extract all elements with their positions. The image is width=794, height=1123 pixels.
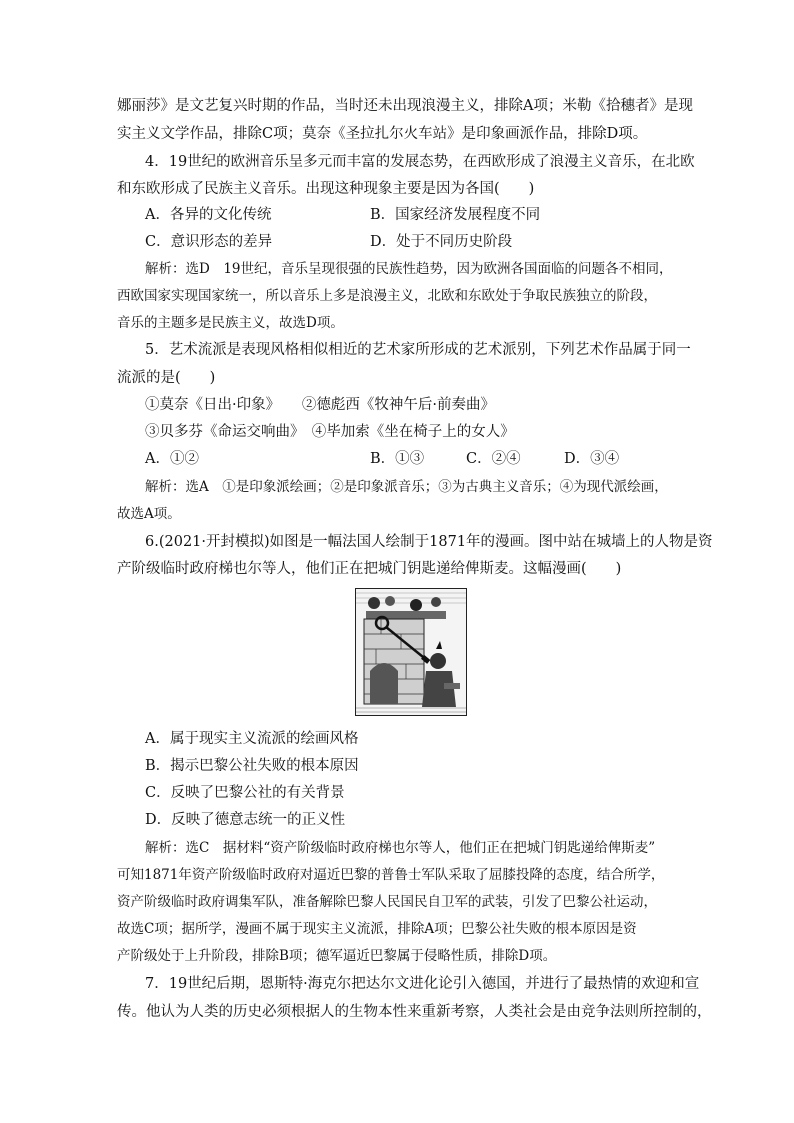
option-b: B．①③ bbox=[370, 451, 425, 467]
answer-6: 产阶级处于上升阶段，排除B项；德军逼近巴黎属于侵略性质，排除D项。 bbox=[117, 948, 557, 964]
question-6-stem: 产阶级临时政府梯也尔等人，他们正在把城门钥匙递给俾斯麦。这幅漫画( ) bbox=[117, 561, 622, 577]
option-d: D．处于不同历史阶段 bbox=[370, 234, 513, 250]
answer-6: 解析：选C 据材料“资产阶级临时政府梯也尔等人，他们正在把城门钥匙递给俾斯麦” bbox=[145, 840, 656, 856]
answer-6: 可知1871年资产阶级临时政府对逼近巴黎的普鲁士军队采取了屈膝投降的态度，结合所学， bbox=[117, 867, 665, 883]
question-5-items: ①莫奈《日出·印象》 ②德彪西《牧神午后·前奏曲》 bbox=[145, 397, 495, 413]
option-a: A．属于现实主义流派的绘画风格 bbox=[145, 731, 359, 747]
question-5-stem: 5．艺术流派是表现风格相似相近的艺术家所形成的艺术派别，下列艺术作品属于同一 bbox=[145, 342, 691, 358]
option-a: A．①② bbox=[145, 451, 199, 467]
question-7-stem: 传。他认为人类的历史必须根据人的生物本性来重新考察，人类社会是由竞争法则所控制的， bbox=[117, 1004, 712, 1020]
cartoon-image bbox=[355, 588, 467, 716]
option-c: C．②④ bbox=[466, 451, 521, 467]
cartoon-drawing bbox=[356, 589, 466, 715]
option-c: C．意识形态的差异 bbox=[145, 234, 273, 250]
option-c: C．反映了巴黎公社的有关背景 bbox=[145, 785, 345, 801]
text-line: 娜丽莎》是文艺复兴时期的作品，当时还未出现浪漫主义，排除A项；米勒《拾穗者》是现 bbox=[117, 98, 693, 114]
question-4-stem: 和东欧形成了民族主义音乐。出现这种现象主要是因为各国( ) bbox=[117, 181, 535, 197]
question-6-stem: 6.(2021·开封模拟)如图是一幅法国人绘制于1871年的漫画。图中站在城墙上的人物是资 bbox=[145, 534, 713, 550]
text-line: 实主义文学作品，排除C项；莫奈《圣拉扎尔火车站》是印象画派作品，排除D项。 bbox=[117, 126, 648, 142]
option-b: B．揭示巴黎公社失败的根本原因 bbox=[145, 758, 359, 774]
answer-5: 故选A项。 bbox=[117, 506, 181, 522]
question-7-stem: 7．19世纪后期，恩斯特·海克尔把达尔文进化论引入德国，并进行了最热情的欢迎和宣 bbox=[145, 976, 700, 992]
option-b: B．国家经济发展程度不同 bbox=[370, 207, 541, 223]
question-5-stem: 流派的是( ) bbox=[117, 370, 216, 386]
option-d: D．③④ bbox=[564, 451, 620, 467]
answer-4: 西欧国家实现国家统一，所以音乐上多是浪漫主义，北欧和东欧处于争取民族独立的阶段， bbox=[117, 288, 657, 304]
answer-4: 解析：选D 19世纪，音乐呈现很强的民族性趋势，因为欧洲各国面临的问题各不相同， bbox=[145, 261, 673, 277]
question-4-stem: 4．19世纪的欧洲音乐呈多元而丰富的发展态势，在西欧形成了浪漫主义音乐，在北欧 bbox=[145, 154, 695, 170]
answer-6: 故选C项；据所学，漫画不属于现实主义流派，排除A项；巴黎公社失败的根本原因是资 bbox=[117, 921, 637, 937]
answer-5: 解析：选A ①是印象派绘画；②是印象派音乐；③为古典主义音乐；④为现代派绘画， bbox=[145, 479, 668, 495]
option-a: A．各异的文化传统 bbox=[145, 207, 272, 223]
option-d: D．反映了德意志统一的正义性 bbox=[145, 812, 346, 828]
answer-4: 音乐的主题多是民族主义，故选D项。 bbox=[117, 315, 344, 331]
question-5-items: ③贝多芬《命运交响曲》 ④毕加索《坐在椅子上的女人》 bbox=[145, 424, 515, 440]
answer-6: 资产阶级临时政府调集军队，准备解除巴黎人民国民自卫军的武装，引发了巴黎公社运动， bbox=[117, 894, 657, 910]
